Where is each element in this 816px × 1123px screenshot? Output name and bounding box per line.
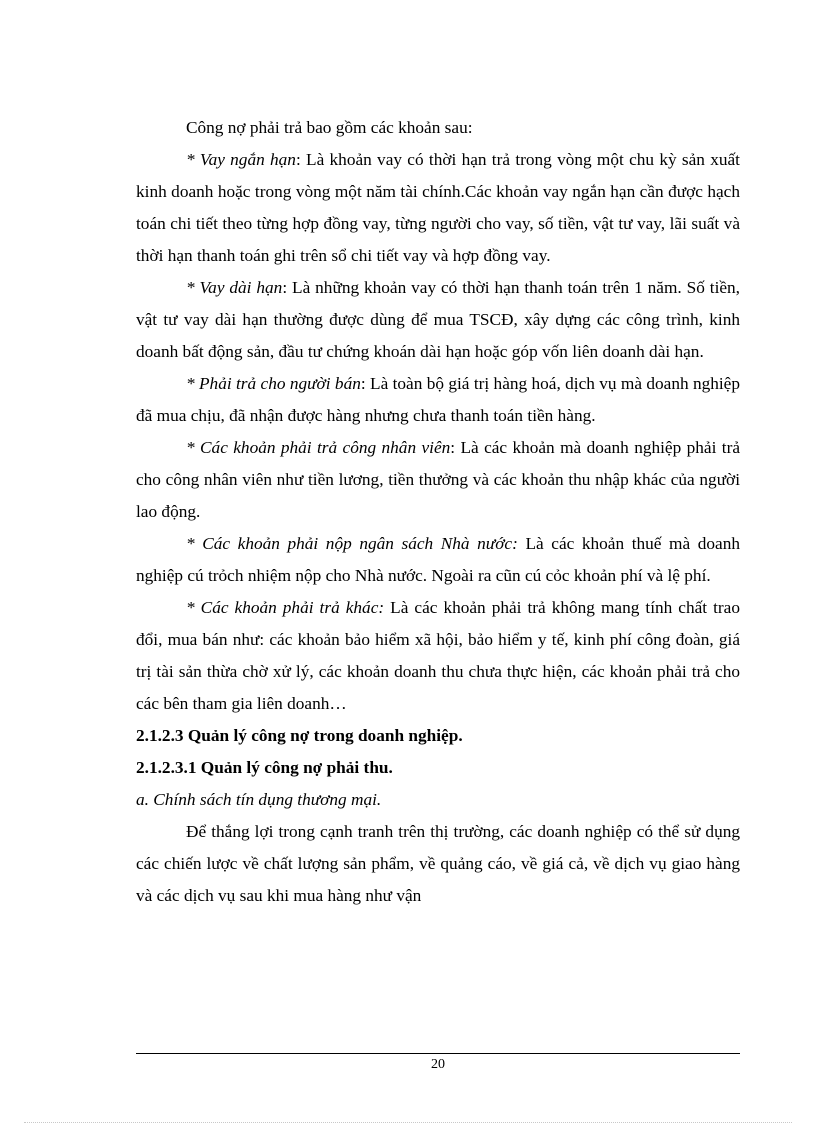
paragraph-long-term-loans: [136, 272, 740, 368]
body-text: [136, 112, 740, 912]
definition-long-term-loans: : Là những khoản vay có thời hạn thanh toán trên 1 năm. Số tiền, vật tư vay dài hạn thường được dùng để mua TSCĐ, xây dựng các công trình, kinh doanh bất động sản, đầu tư chứng khoán dài hạn hoặc góp vốn liên doanh dài hạn.: [136, 278, 741, 361]
definition-payable-to-employees: : Là các khoản mà doanh nghiệp phải trả cho công nhân viên như tiền lương, tiền thưởng và các khoản thu nhập khác của người lao động.: [136, 438, 740, 521]
paragraph-short-term-loans: [136, 144, 740, 272]
paragraph-intro: Công nợ phải trả bao gồm các khoản sau:: [186, 118, 473, 137]
definition-other-payables: Là các khoản phải trả không mang tính chất trao đổi, mua bán như: các khoản bảo hiểm xã hội, bảo hiểm y tế, kinh phí công đoàn, giá trị tài sản thừa chờ xử lý, các khoản doanh thu chưa thực hiện, các khoản phải trả cho các bên tham gia liên doanh…: [136, 598, 740, 713]
paragraph-payable-to-employees: [136, 432, 740, 528]
paragraph-payable-to-sellers: [136, 368, 740, 432]
term-payable-to-employees: * Các khoản phải trả công nhân viên: [186, 438, 451, 457]
paragraph-state-budget: [136, 528, 740, 592]
term-state-budget: * Các khoản phải nộp ngân sách Nhà nước:: [186, 534, 518, 553]
paragraph-competition: Để thắng lợi trong cạnh tranh trên thị trường, các doanh nghiệp có thể sử dụng các chiến lược về chất lượng sản phẩm, về quảng cáo, về giá cả, về dịch vụ giao hàng và các dịch vụ sau khi mua hàng như vận: [136, 822, 740, 905]
definition-state-budget: Là các khoản thuế mà doanh nghiệp cú trỏch nhiệm nộp cho Nhà nước. Ngoài ra cũn cú cỏc khoản phí và lệ phí.: [136, 534, 740, 585]
term-long-term-loans: * Vay dài hạn: [186, 278, 283, 297]
term-other-payables: * Các khoản phải trả khác:: [186, 598, 385, 617]
section-heading-receivables: 2.1.2.3.1 Quản lý công nợ phải thu.: [136, 758, 393, 777]
definition-payable-to-sellers: : Là toàn bộ giá trị hàng hoá, dịch vụ mà doanh nghiệp đã mua chịu, đã nhận được hàng nhưng chưa thanh toán tiền hàng.: [136, 374, 740, 425]
term-short-term-loans: * Vay ngắn hạn: [186, 150, 296, 169]
subsection-heading-credit-policy: a. Chính sách tín dụng thương mại.: [136, 790, 382, 809]
page-number: 20: [431, 1057, 445, 1072]
term-payable-to-sellers: * Phải trả cho người bán: [186, 374, 361, 393]
definition-short-term-loans: : Là khoản vay có thời hạn trả trong vòng một chu kỳ sản xuất kinh doanh hoặc trong vòng một năm tài chính.Các khoản vay ngắn hạn cần được hạch toán chi tiết theo từng hợp đồng vay, từng người cho vay, số tiền, vật tư vay, lãi suất và thời hạn thanh toán ghi trên sổ chi tiết vay và hợp đồng vay.: [136, 150, 740, 265]
paragraph-other-payables: [136, 592, 740, 720]
section-heading-debt-management: 2.1.2.3 Quản lý công nợ trong doanh nghiệp.: [136, 726, 463, 745]
footer-divider: [136, 1053, 740, 1054]
